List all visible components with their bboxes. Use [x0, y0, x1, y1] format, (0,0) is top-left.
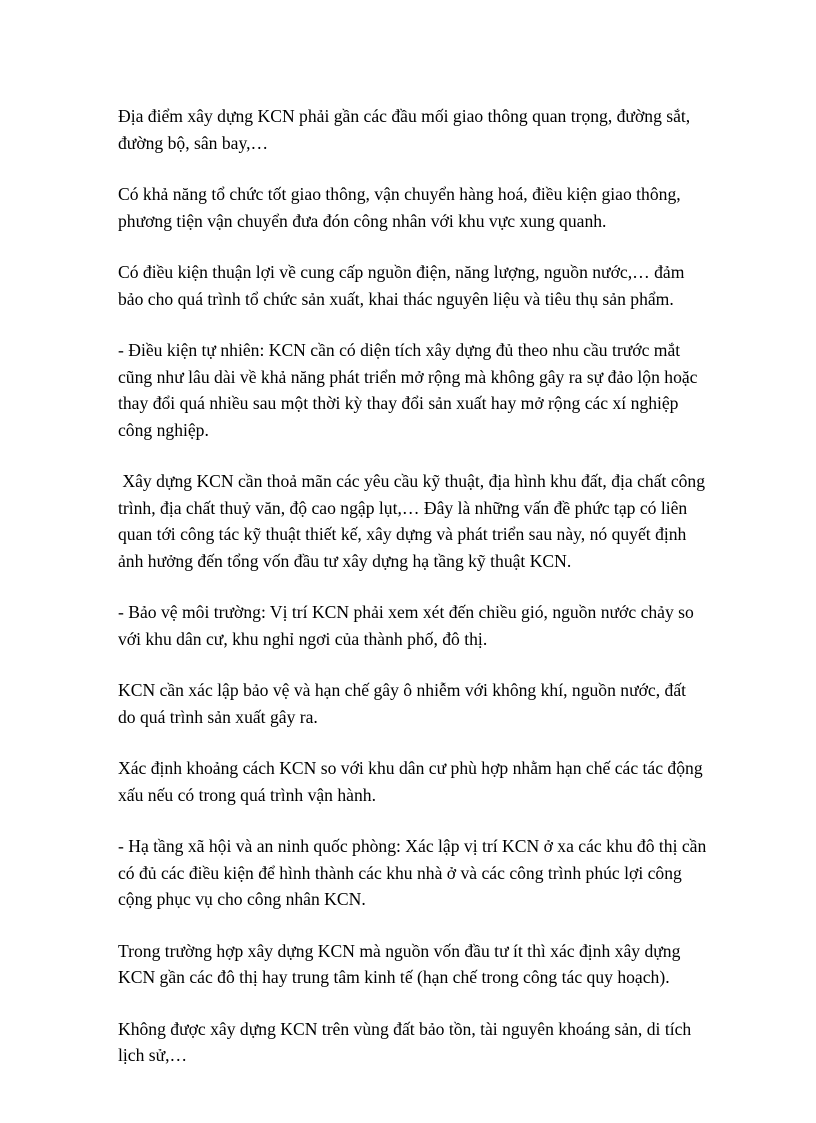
- document-body: [118, 103, 708, 1094]
- paragraph-pollution-control: KCN cần xác lập bảo vệ và hạn chế gây ô nhiễm với không khí, nguồn nước, đất do quá trình sản xuất gây ra.: [118, 680, 687, 727]
- paragraph-restricted-land: Không được xây dựng KCN trên vùng đất bảo tồn, tài nguyên khoáng sản, di tích lịch sử,…: [118, 1018, 692, 1065]
- paragraph-environment-protection: - Bảo vệ môi trường: Vị trí KCN phải xem xét đến chiều gió, nguồn nước chảy so với khu dân cư, khu nghỉ ngơi của thành phố, đô thị.: [118, 602, 694, 649]
- paragraph-natural-conditions: - Điều kiện tự nhiên: KCN cần có diện tích xây dựng đủ theo nhu cầu trước mắt cũng như lâu dài về khả năng phát triển mở rộng mà không gây ra sự đảo lộn hoặc thay đổi quá nhiều sau một thời kỳ thay đổi sản xuất hay mở rộng các xí nghiệp công nghiệp.: [118, 340, 698, 440]
- paragraph-distance-residential: Xác định khoảng cách KCN so với khu dân cư phù hợp nhằm hạn chế các tác động xấu nếu có trong quá trình vận hành.: [118, 758, 703, 805]
- paragraph-low-investment: Trong trường hợp xây dựng KCN mà nguồn vốn đầu tư ít thì xác định xây dựng KCN gần các đô thị hay trung tâm kinh tế (hạn chế trong công tác quy hoạch).: [118, 940, 681, 987]
- paragraph-utilities-supply: Có điều kiện thuận lợi về cung cấp nguồn điện, năng lượng, nguồn nước,… đảm bảo cho quá trình tổ chức sản xuất, khai thác nguyên liệu và tiêu thụ sản phẩm.: [118, 262, 685, 309]
- paragraph-technical-requirements: Xây dựng KCN cần thoả mãn các yêu cầu kỹ thuật, địa hình khu đất, địa chất công trình, địa chất thuỷ văn, độ cao ngập lụt,… Đây là những vấn đề phức tạp có liên quan tới công tác kỹ thuật thiết kế, xây dựng và phát triển sau này, nó quyết định ảnh hưởng đến tổng vốn đầu tư xây dựng hạ tầng kỹ thuật KCN.: [118, 471, 710, 571]
- paragraph-social-infrastructure: - Hạ tầng xã hội và an ninh quốc phòng: Xác lập vị trí KCN ở xa các khu đô thị cần có đủ các điều kiện để hình thành các khu nhà ở và các công trình phúc lợi công cộng phục vụ cho công nhân KCN.: [118, 836, 707, 909]
- paragraph-transport-organization: Có khả năng tổ chức tốt giao thông, vận chuyển hàng hoá, điều kiện giao thông, phương tiện vận chuyển đưa đón công nhân với khu vực xung quanh.: [118, 184, 681, 231]
- paragraph-location-transport-hubs: Địa điểm xây dựng KCN phải gần các đầu mối giao thông quan trọng, đường sắt, đường bộ, sân bay,…: [118, 106, 691, 153]
